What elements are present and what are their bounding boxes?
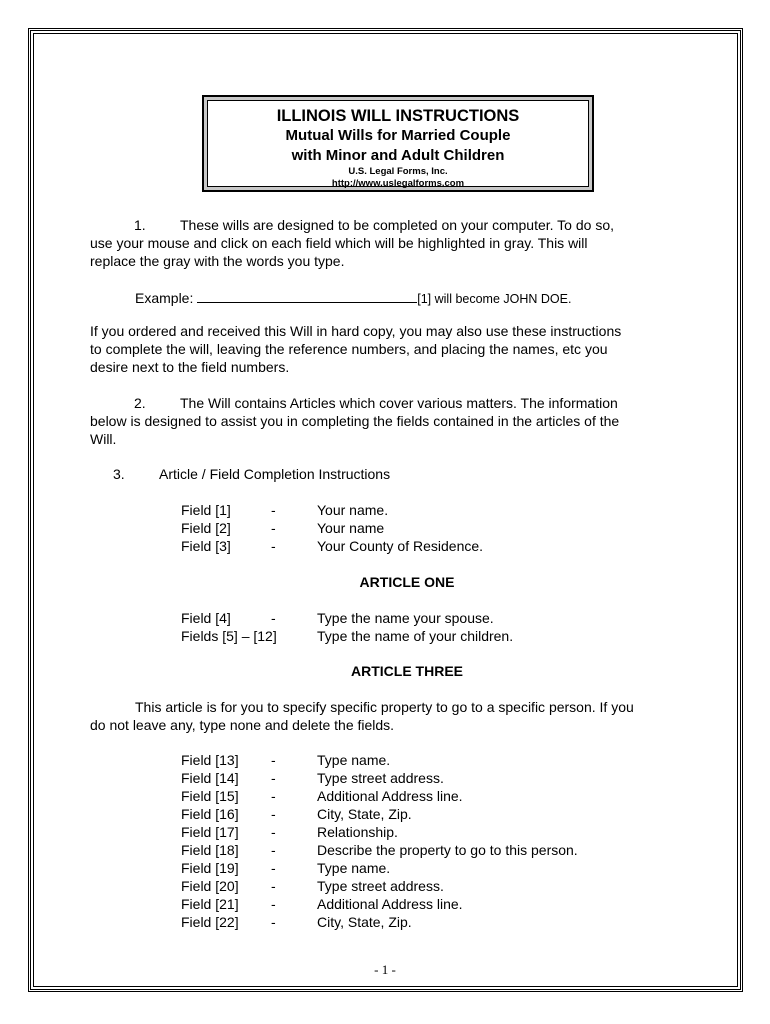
field-dash: - xyxy=(271,878,276,894)
field-label: Field [1] xyxy=(181,502,231,518)
para3-number: 3. xyxy=(113,466,125,482)
field-label: Field [16] xyxy=(181,806,239,822)
field-description: City, State, Zip. xyxy=(317,806,412,822)
field-dash: - xyxy=(271,610,276,626)
field-dash: - xyxy=(271,788,276,804)
para2-line1: The Will contains Articles which cover various matters. The information xyxy=(180,395,618,411)
para1-line2: use your mouse and click on each field which will be highlighted in gray. This will xyxy=(90,235,588,251)
field-dash: - xyxy=(271,806,276,822)
example-line xyxy=(135,288,571,308)
example-label: Example: xyxy=(135,290,194,306)
page-number: - 1 - xyxy=(374,962,396,977)
field-description: Type name. xyxy=(317,752,391,768)
para2-number: 2. xyxy=(134,395,146,411)
title-box-inner xyxy=(207,100,589,187)
field-description: Describe the property to go to this person. xyxy=(317,842,578,858)
document-title: ILLINOIS WILL INSTRUCTIONS xyxy=(276,107,520,125)
field-description: Your name. xyxy=(317,502,389,518)
field-description: Type street address. xyxy=(317,878,444,894)
field-dash: - xyxy=(271,824,276,840)
field-label: Field [22] xyxy=(181,914,239,930)
field-label: Field [21] xyxy=(181,896,239,912)
article-three-line2: do not leave any, type none and delete the fields. xyxy=(90,717,395,733)
field-label: Field [18] xyxy=(181,842,239,858)
field-dash: - xyxy=(271,538,276,554)
para1-line3: replace the gray with the words you type. xyxy=(90,253,345,269)
para1-line1: These wills are designed to be completed on your computer. To do so, xyxy=(180,217,614,233)
field-description: Relationship. xyxy=(317,824,398,840)
field-label: Field [4] xyxy=(181,610,231,626)
field-label: Field [15] xyxy=(181,788,239,804)
field-label: Fields [5] – [12] xyxy=(181,628,277,644)
document-subtitle-1: Mutual Wills for Married Couple xyxy=(285,127,511,144)
field-dash: - xyxy=(271,752,276,768)
article-three-line1: This article is for you to specify specific property to go to a specific person. If you xyxy=(135,699,634,715)
example-suffix: [1] will become JOHN DOE. xyxy=(417,292,572,306)
field-label: Field [19] xyxy=(181,860,239,876)
field-dash: - xyxy=(271,860,276,876)
para2-line3: Will. xyxy=(90,431,117,447)
field-label: Field [20] xyxy=(181,878,239,894)
hardcopy-line3: desire next to the field numbers. xyxy=(90,359,290,375)
title-box xyxy=(202,95,594,192)
field-dash: - xyxy=(271,914,276,930)
para1-number: 1. xyxy=(134,217,146,233)
field-description: Type the name of your children. xyxy=(317,628,514,644)
field-description: Type name. xyxy=(317,860,391,876)
document-subtitle-2: with Minor and Adult Children xyxy=(291,147,505,164)
field-label: Field [14] xyxy=(181,770,239,786)
field-dash: - xyxy=(271,770,276,786)
field-description: Type street address. xyxy=(317,770,444,786)
field-description: Your County of Residence. xyxy=(317,538,484,554)
para3-text: Article / Field Completion Instructions xyxy=(159,466,391,482)
field-label: Field [3] xyxy=(181,538,231,554)
company-name: U.S. Legal Forms, Inc. xyxy=(348,166,448,177)
field-description: Additional Address line. xyxy=(317,788,463,804)
hardcopy-line1: If you ordered and received this Will in hard copy, you may also use these instructions xyxy=(90,323,622,339)
field-dash: - xyxy=(271,842,276,858)
example-blank-field xyxy=(197,288,417,303)
field-description: Your name xyxy=(317,520,385,536)
field-description: Type the name your spouse. xyxy=(317,610,494,626)
field-dash: - xyxy=(271,520,276,536)
field-description: Additional Address line. xyxy=(317,896,463,912)
field-label: Field [2] xyxy=(181,520,231,536)
para2-line2: below is designed to assist you in completing the fields contained in the articles of the xyxy=(90,413,620,429)
field-description: City, State, Zip. xyxy=(317,914,412,930)
hardcopy-line2: to complete the will, leaving the reference numbers, and placing the names, etc you xyxy=(90,341,608,357)
article-three-heading: ARTICLE THREE xyxy=(351,663,463,679)
field-dash: - xyxy=(271,896,276,912)
field-label: Field [13] xyxy=(181,752,239,768)
article-one-heading: ARTICLE ONE xyxy=(359,574,455,590)
field-label: Field [17] xyxy=(181,824,239,840)
field-dash: - xyxy=(271,502,276,518)
company-url: http://www.uslegalforms.com xyxy=(331,178,465,189)
